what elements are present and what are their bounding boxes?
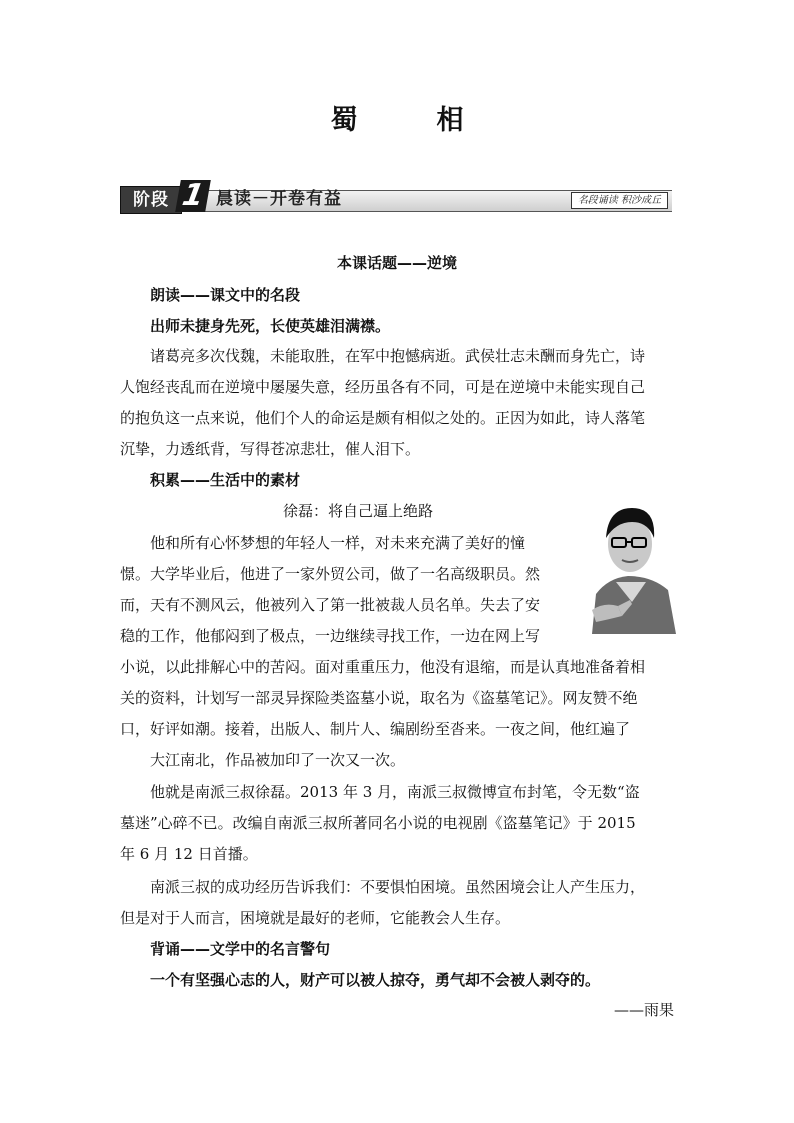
paragraph-line: 而，天有不测风云，他被列入了第一批被裁人员名单。失去了安 (120, 596, 541, 614)
paragraph-line: 他就是南派三叔徐磊。2013 年 3 月，南派三叔微博宣布封笔，令无数“盗 (150, 783, 640, 801)
portrait-photo (588, 498, 676, 634)
paragraph-line: 他和所有心怀梦想的年轻人一样，对未来充满了美好的憧 (150, 534, 526, 552)
poem-quote: 出师未捷身先死，长使英雄泪满襟。 (150, 317, 391, 335)
topic-heading: 本课话题——逆境 (336, 254, 457, 272)
quote-author: ——雨果 (613, 1001, 674, 1019)
paragraph-line: 但是对于人而言，困境就是最好的老师，它能教会人生存。 (120, 909, 511, 927)
story-subheading: 徐磊：将自己逼上绝路 (283, 502, 434, 520)
paragraph-line: 口，好评如潮。接着，出版人、制片人、编剧纷至沓来。一夜之间，他红遍了 (120, 720, 631, 738)
paragraph-line: 稳的工作，他郁闷到了极点，一边继续寻找工作，一边在网上写 (120, 627, 541, 645)
section-heading-accumulate: 积累——生活中的素材 (150, 471, 301, 489)
famous-quote: 一个有坚强心志的人，财产可以被人掠夺，勇气却不会被人剥夺的。 (150, 971, 601, 989)
paragraph-line: 年 6 月 12 日首播。 (120, 845, 258, 863)
section-heading-recite: 背诵——文学中的名言警句 (150, 940, 331, 958)
paragraph-line: 大江南北，作品被加印了一次又一次。 (150, 751, 406, 769)
stage-label: 阶段 (120, 186, 182, 214)
paragraph-line: 关的资料，计划写一部灵异探险类盗墓小说，取名为《盗墓笔记》。网友赞不绝 (120, 689, 638, 707)
stage-tag: 名段诵读 积沙成丘 (571, 192, 668, 209)
page-title: 蜀 相 (330, 105, 490, 136)
paragraph-line: 的抱负这一点来说，他们个人的命运是颇有相似之处的。正因为如此，诗人落笔 (120, 409, 646, 427)
paragraph-line: 人饱经丧乱而在逆境中屡屡失意，经历虽各有不同，可是在逆境中未能实现自己 (120, 378, 646, 396)
stage-number: 1 (175, 180, 211, 212)
paragraph-line: 憬。大学毕业后，他进了一家外贸公司，做了一名高级职员。然 (120, 565, 541, 583)
paragraph-line: 小说，以此排解心中的苦闷。面对重重压力，他没有退缩，而是认真地准备着相 (120, 658, 646, 676)
section-heading-reading: 朗读——课文中的名段 (150, 286, 301, 304)
paragraph-line: 墓迷”心碎不已。改编自南派三叔所著同名小说的电视剧《盗墓笔记》于 2015 (120, 814, 636, 832)
stage-banner (120, 178, 672, 214)
paragraph-line: 诸葛亮多次伐魏，未能取胜，在军中抱憾病逝。武侯壮志未酬而身先亡，诗 (150, 347, 646, 365)
paragraph-line: 沉挚，力透纸背，写得苍凉悲壮，催人泪下。 (120, 440, 421, 458)
paragraph-line: 南派三叔的成功经历告诉我们：不要惧怕困境。虽然困境会让人产生压力， (150, 878, 646, 896)
stage-title: 晨读－开卷有益 (216, 189, 342, 209)
